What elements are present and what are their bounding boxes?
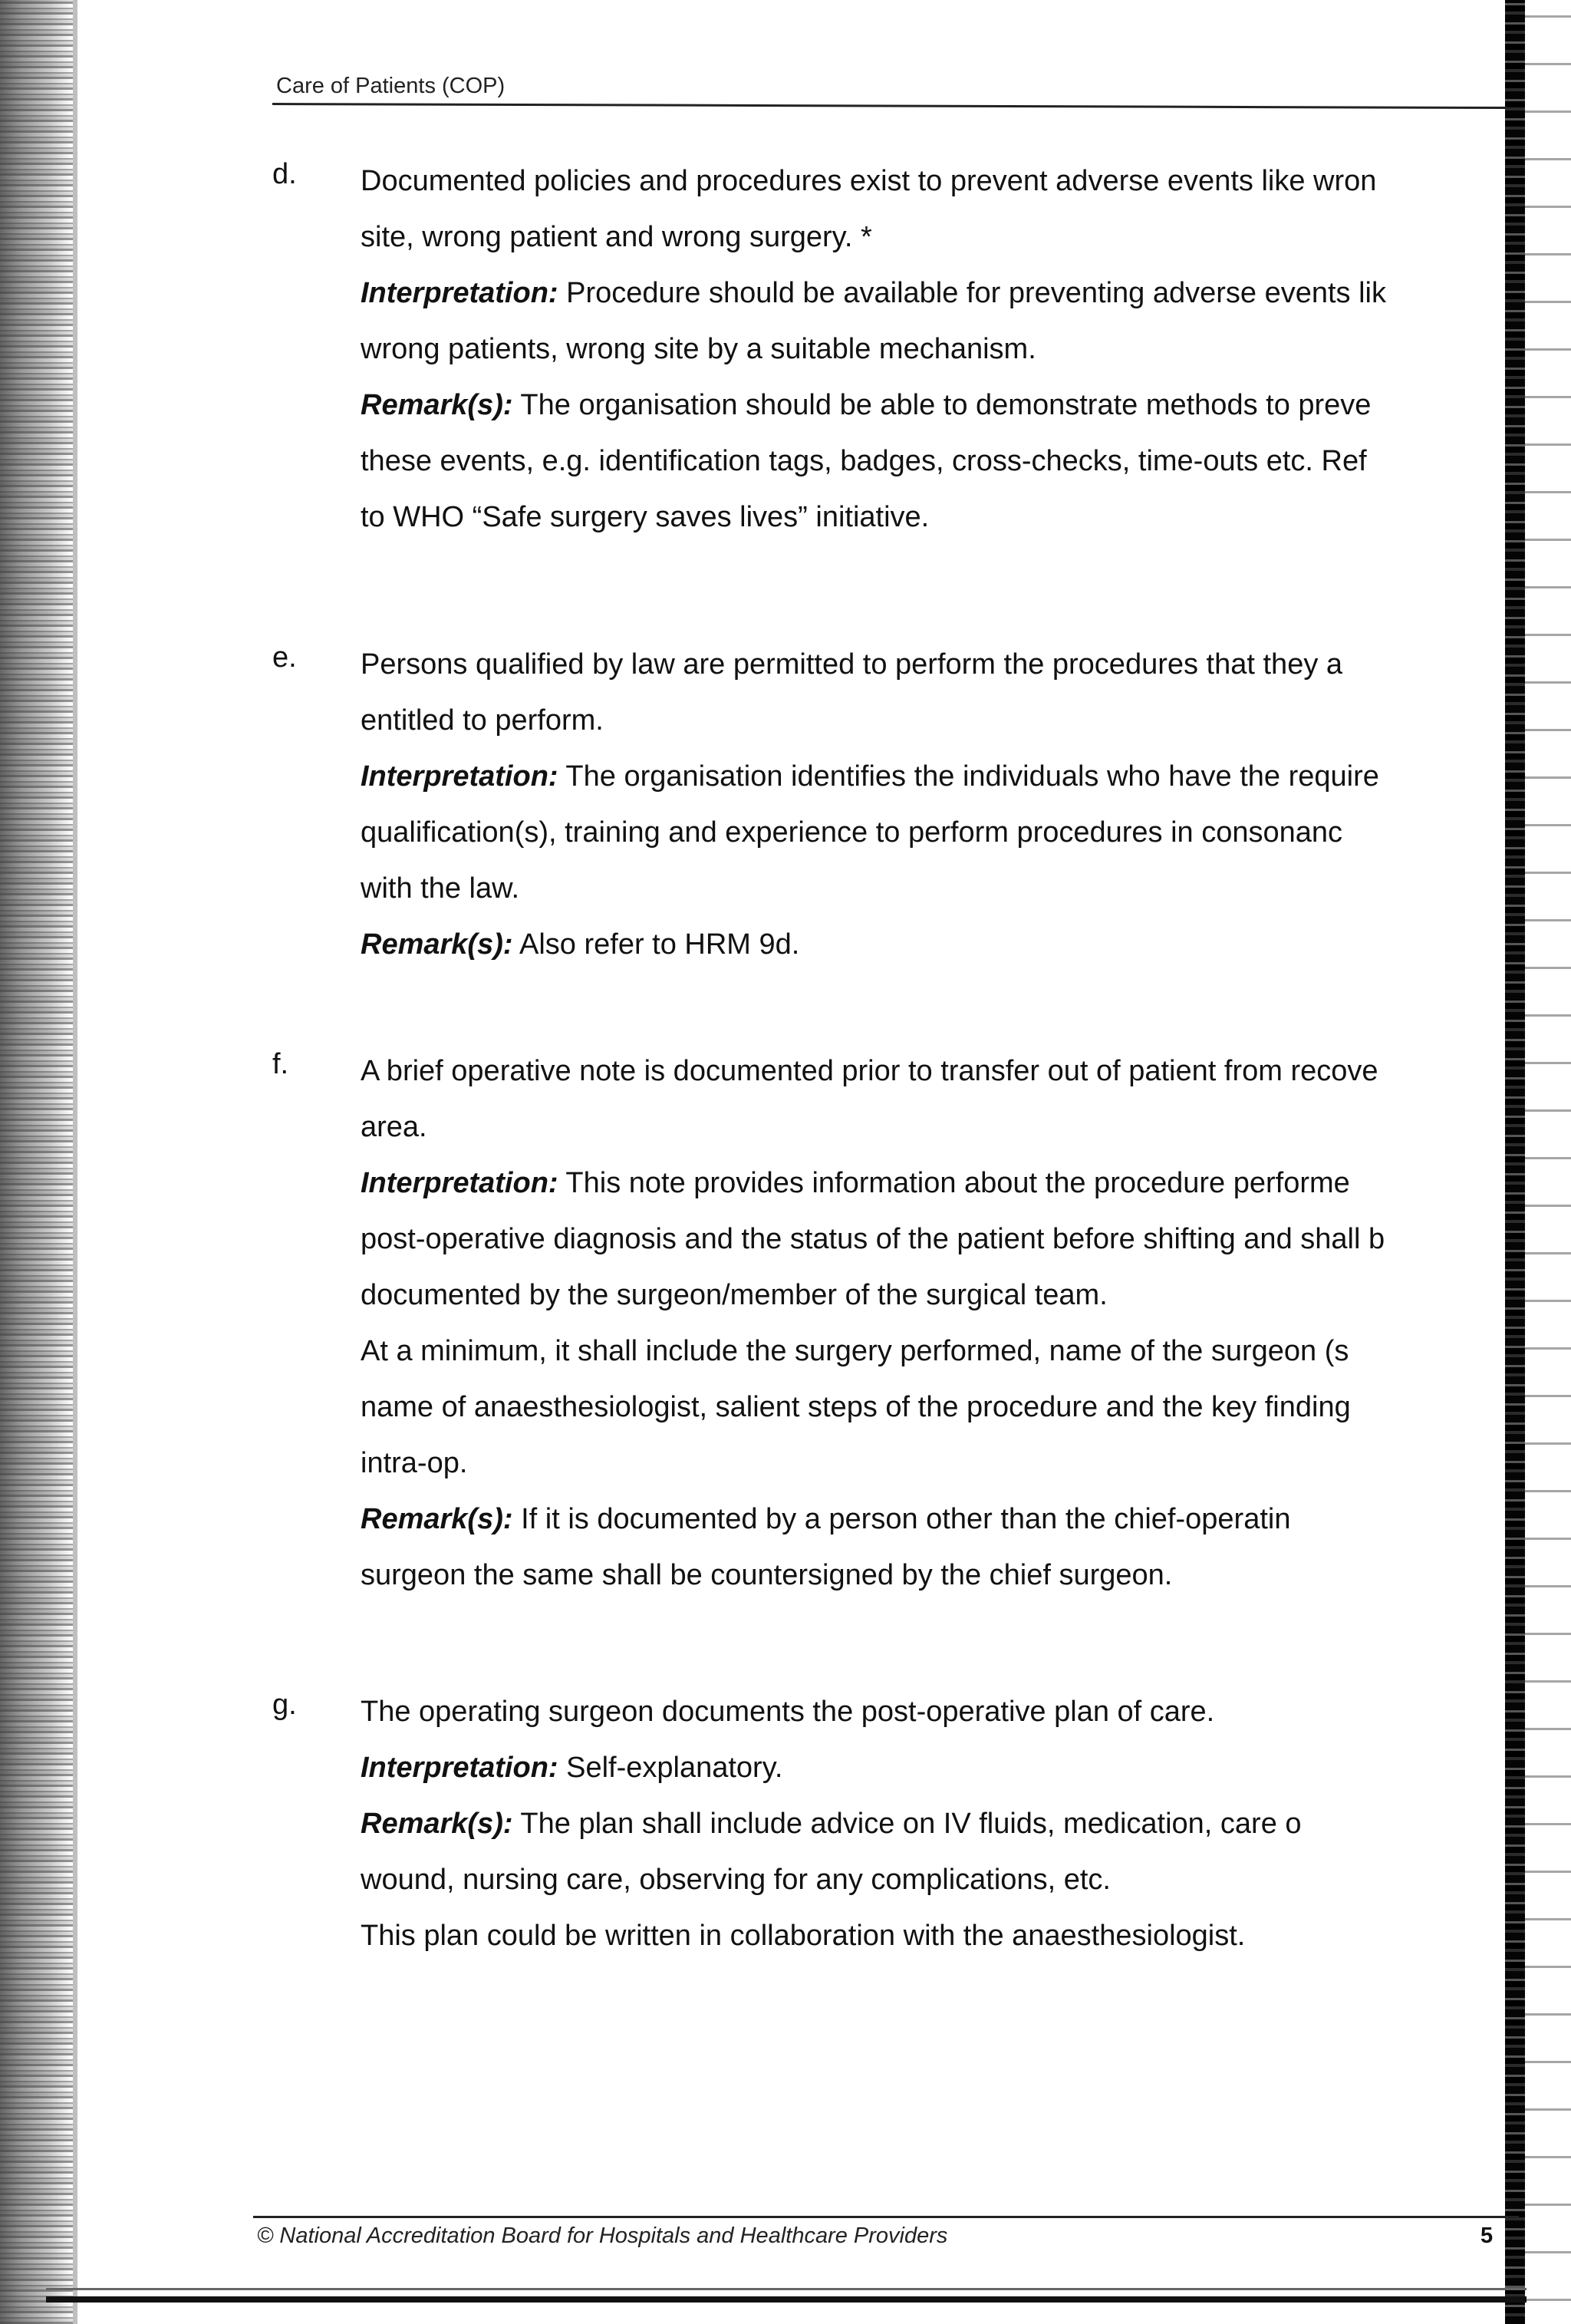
scan-bottom-edge <box>46 2296 1527 2303</box>
remarks-label: Remark(s): <box>361 928 513 961</box>
text-line: wound, nursing care, observing for any complications, etc. <box>361 1864 1111 1896</box>
interpretation-label: Interpretation: <box>361 1752 558 1784</box>
text-line: post-operative diagnosis and the status of the patient before shifting and shall b <box>361 1223 1385 1255</box>
remarks-label: Remark(s): <box>361 389 513 421</box>
remarks-label: Remark(s): <box>361 1503 513 1535</box>
scan-right-noise <box>1525 0 1571 2324</box>
text-line: Remark(s): The organisation should be able to demonstrate methods to preve <box>361 389 1372 421</box>
text-line: surgeon the same shall be countersigned by the chief surgeon. <box>361 1559 1173 1591</box>
item-body <box>361 637 1511 973</box>
text-line: Remark(s): The plan shall include advice on IV fluids, medication, care o <box>361 1808 1302 1840</box>
item-body <box>361 153 1511 546</box>
text-line: wrong patients, wrong site by a suitable mechanism. <box>361 333 1036 365</box>
text-line: intra-op. <box>361 1447 468 1479</box>
page-number: 5 <box>1480 2223 1494 2248</box>
item-marker: e. <box>272 641 297 674</box>
scan-edge <box>73 0 77 2324</box>
text-line: The operating surgeon documents the post-operative plan of care. <box>361 1696 1215 1728</box>
text-line: This plan could be written in collaboration with the anaesthesiologist. <box>361 1920 1246 1952</box>
text-line: Remark(s): Also refer to HRM 9d. <box>361 928 800 961</box>
text-line: Interpretation: Procedure should be available for preventing adverse events lik <box>361 277 1386 309</box>
footer-rule <box>253 2216 1519 2218</box>
running-header: Care of Patients (COP) <box>276 74 506 98</box>
header-rule <box>272 103 1507 109</box>
text-line: documented by the surgeon/member of the surgical team. <box>361 1279 1108 1311</box>
text-line: area. <box>361 1111 427 1143</box>
text-line: these events, e.g. identification tags, badges, cross-checks, time-outs etc. Ref <box>361 445 1367 477</box>
text-line: Remark(s): If it is documented by a person other than the chief-operatin <box>361 1503 1291 1535</box>
text-line: At a minimum, it shall include the surgery performed, name of the surgeon (s <box>361 1335 1349 1367</box>
text-line: entitled to perform. <box>361 704 604 737</box>
text-line: Interpretation: Self-explanatory. <box>361 1752 783 1784</box>
remarks-label: Remark(s): <box>361 1808 513 1840</box>
text-line: Persons qualified by law are permitted to perform the procedures that they a <box>361 648 1343 681</box>
text-line: name of anaesthesiologist, salient steps of the procedure and the key finding <box>361 1391 1351 1423</box>
scan-bottom-edge-thin <box>46 2288 1527 2290</box>
interpretation-label: Interpretation: <box>361 760 558 793</box>
scan-binding-shadow <box>0 0 73 2324</box>
footer-copyright: © National Accreditation Board for Hospitals and Healthcare Providers <box>257 2223 948 2248</box>
text-line: A brief operative note is documented prior to transfer out of patient from recove <box>361 1055 1378 1087</box>
interpretation-label: Interpretation: <box>361 277 558 309</box>
interpretation-label: Interpretation: <box>361 1167 558 1199</box>
text-line: qualification(s), training and experience to perform procedures in consonanc <box>361 816 1343 849</box>
text-line: Interpretation: The organisation identifies the individuals who have the require <box>361 760 1379 793</box>
text-line: to WHO “Safe surgery saves lives” initiative. <box>361 501 930 533</box>
item-body <box>361 1684 1511 1964</box>
text-line: with the law. <box>361 872 519 905</box>
item-marker: d. <box>272 158 297 190</box>
item-body <box>361 1043 1511 1604</box>
item-marker: g. <box>272 1689 297 1721</box>
item-marker: f. <box>272 1048 289 1080</box>
text-line: site, wrong patient and wrong surgery. * <box>361 221 872 253</box>
text-line: Interpretation: This note provides information about the procedure performe <box>361 1167 1350 1199</box>
text-line: Documented policies and procedures exist to prevent adverse events like wron <box>361 165 1377 197</box>
